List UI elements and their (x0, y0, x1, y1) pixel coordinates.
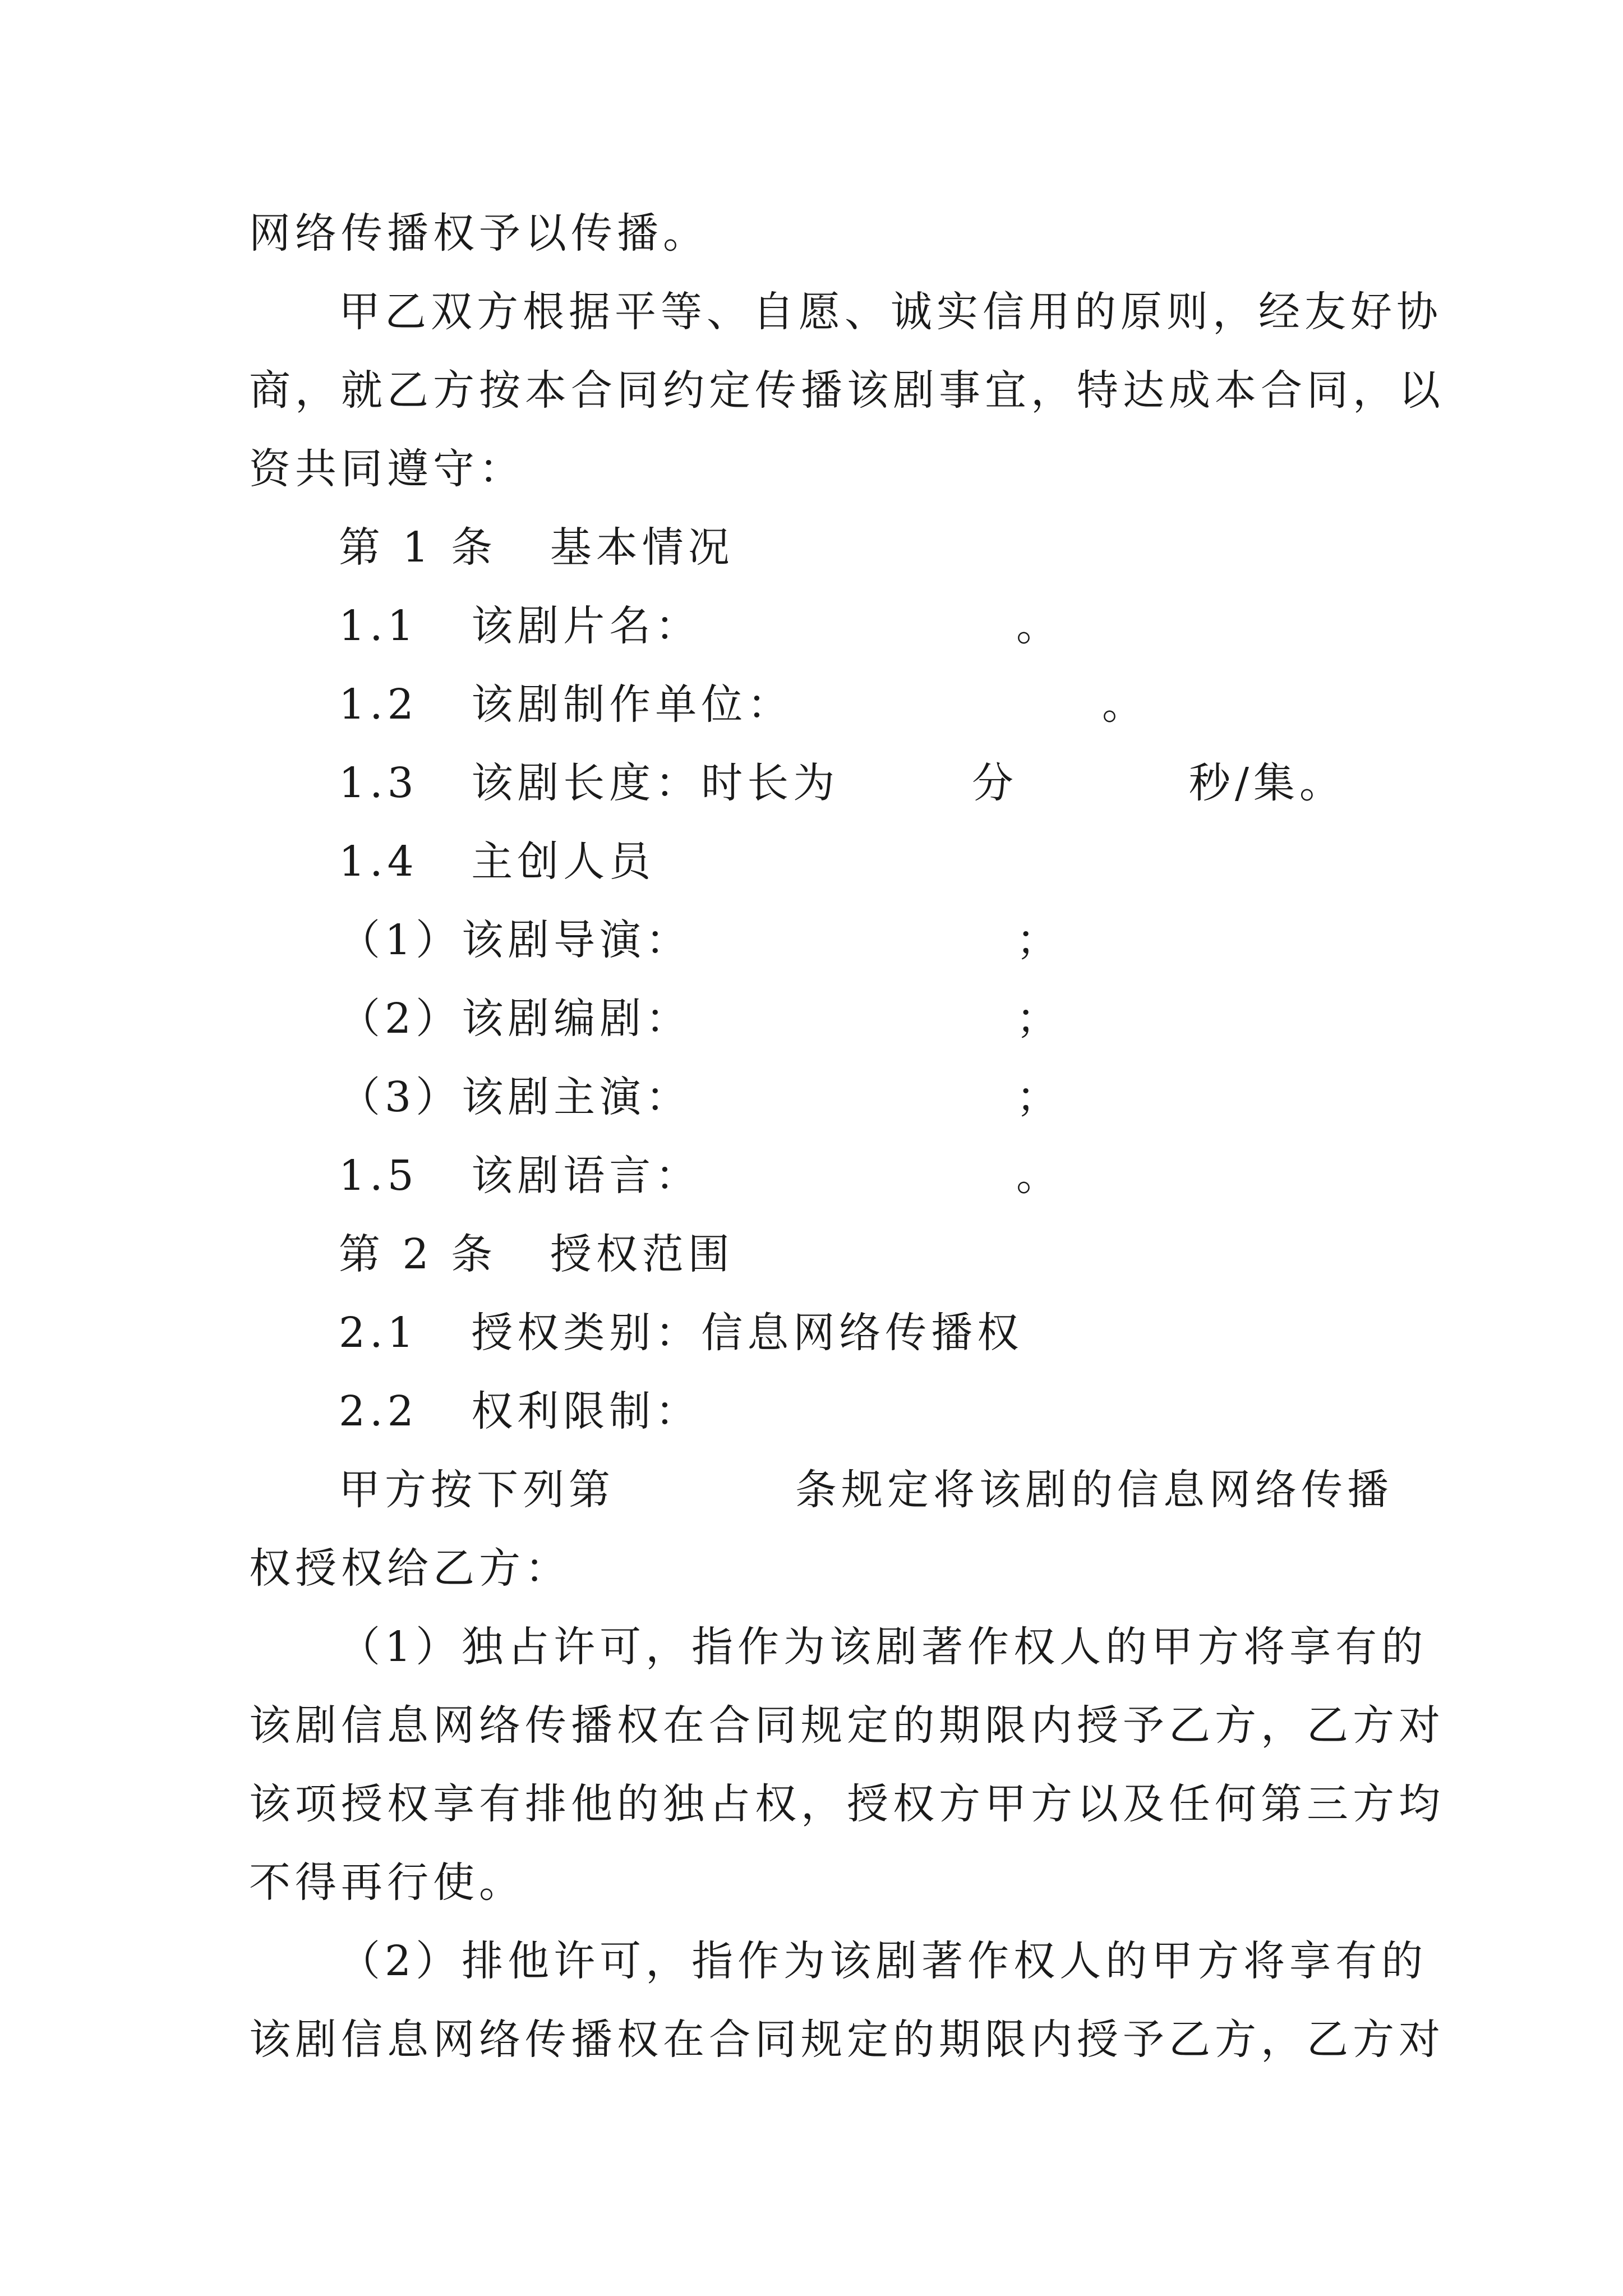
text-line: 甲方按下列第 (339, 1466, 615, 1514)
section-heading: 第 1 条 基本情况 (339, 523, 734, 572)
text-line: 1.3 该剧长度：时长为 (339, 759, 840, 807)
text-line: 权授权给乙方： (249, 1544, 571, 1593)
text-line: 甲乙双方根据平等、自愿、诚实信用的原则，经友好协 (339, 288, 1442, 336)
text-line: 。 (1016, 1152, 1062, 1200)
text-line: 1.4 主创人员 (339, 838, 656, 886)
text-line: 商，就乙方按本合同约定传播该剧事宜，特达成本合同，以 (249, 366, 1445, 415)
text-line: 网络传播权予以传播。 (249, 209, 709, 257)
text-line: 该剧信息网络传播权在合同规定的期限内授予乙方，乙方对 (249, 1701, 1445, 1750)
text-line: ； (1016, 916, 1062, 964)
text-line: （2）该剧编剧： (339, 995, 692, 1043)
text-line: （1）该剧导演： (339, 916, 692, 964)
text-line: 资共同遵守： (249, 445, 525, 493)
text-line: 1.2 该剧制作单位： (339, 680, 794, 729)
text-line: （2）排他许可，指作为该剧著作权人的甲方将享有的 (339, 1937, 1428, 1985)
text-line: 。 (1102, 680, 1148, 729)
text-line: 1.5 该剧语言： (339, 1152, 702, 1200)
text-line: 该项授权享有排他的独占权，授权方甲方以及任何第三方均 (249, 1780, 1445, 1828)
text-line: （1）独占许可，指作为该剧著作权人的甲方将享有的 (339, 1623, 1428, 1671)
text-line: 不得再行使。 (249, 1858, 525, 1907)
text-line: 秒/集。 (1189, 759, 1345, 807)
section-heading: 第 2 条 授权范围 (339, 1230, 734, 1278)
text-line: 1.1 该剧片名： (339, 602, 702, 650)
text-line: 该剧信息网络传播权在合同规定的期限内授予乙方，乙方对 (249, 2016, 1445, 2064)
text-line: 分 (972, 759, 1018, 807)
text-line: ； (1016, 995, 1062, 1043)
text-line: 条规定将该剧的信息网络传播 (795, 1466, 1393, 1514)
text-line: 。 (1016, 602, 1062, 650)
text-line: 2.1 授权类别：信息网络传播权 (339, 1309, 1023, 1357)
text-line: 2.2 权利限制： (339, 1387, 702, 1435)
text-line: （3）该剧主演： (339, 1073, 692, 1121)
text-line: ； (1016, 1073, 1062, 1121)
